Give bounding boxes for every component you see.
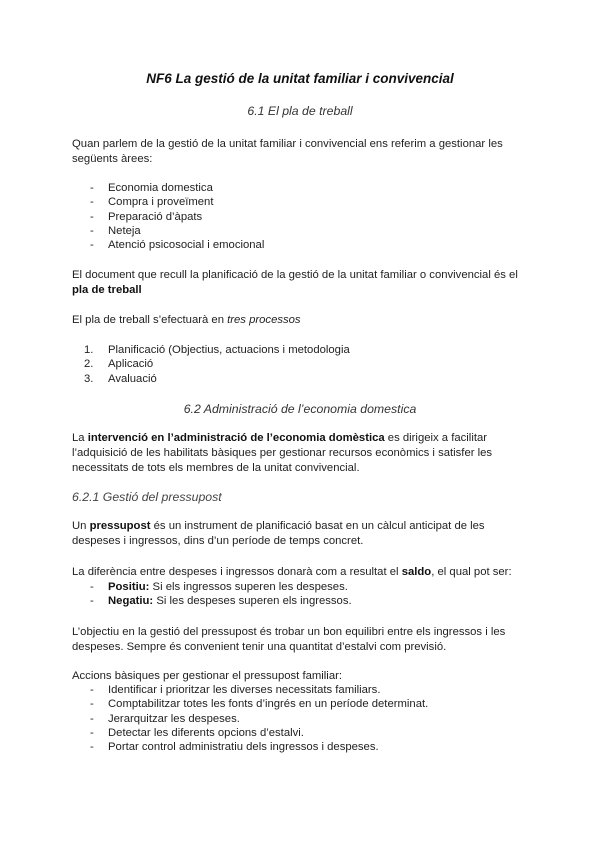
section-heading-6-1: 6.1 El pla de treball: [247, 104, 353, 118]
objectiu-paragraph: L’objectiu en la gestió del pressupost és trobar un bon equilibri entre els ingressos i les despeses. Sempre és convenient tenir una quantitat d’estalvi com previsió.: [72, 626, 506, 653]
intro-paragraph: Quan parlem de la gestió de la unitat familiar i convivencial ens referim a gestionar les següents àrees:: [72, 138, 503, 165]
bullet-dash: -: [90, 741, 94, 754]
bullet-dash: -: [90, 581, 94, 593]
pla-paragraph: El pla de treball s’efectuarà en tres processos: [72, 314, 301, 326]
bullet-dash: -: [90, 239, 94, 252]
list-item: - Atenció psicosocial i emocional: [90, 239, 265, 252]
list-item: - Negatiu: Si les despeses superen els ingressos.: [90, 595, 352, 608]
document-title: NF6 La gestió de la unitat familiar i convivencial: [146, 71, 454, 86]
bullet-dash: -: [90, 210, 94, 223]
list-number: 3.: [84, 372, 94, 385]
list-item: - Comptabilitzar totes les fonts d’ingrés en un període determinat.: [90, 698, 429, 711]
list-item: 2. Aplicació: [84, 358, 154, 371]
saldo-list: [72, 580, 352, 609]
processes-list: [72, 343, 350, 386]
list-item: - Portar control administratiu dels ingressos i despeses.: [90, 741, 379, 754]
list-item: - Jerarquitzar les despeses.: [90, 712, 240, 725]
accions-list: [72, 683, 428, 754]
section-heading-6-2-1: 6.2.1 Gestió del pressupost: [72, 490, 222, 504]
areas-list: [72, 181, 264, 252]
bullet-dash: -: [90, 698, 94, 711]
section-heading-6-2: 6.2 Administració de l’economia domestica: [183, 402, 417, 416]
bullet-dash: -: [90, 196, 94, 209]
bullet-dash: -: [90, 595, 94, 608]
bullet-dash: -: [90, 712, 94, 725]
list-item: - Detectar les diferents opcions d’estalvi.: [90, 726, 304, 739]
list-item: 1. Planificació (Objectius, actuacions i metodologia: [84, 344, 350, 356]
pressupost-paragraph: Un pressupost és un instrument de planificació basat en un càlcul anticipat de les despeses i ingressos, dins d’un període de temps concret.: [72, 520, 485, 547]
list-item: - Economia domestica: [90, 182, 213, 194]
list-number: 2.: [84, 358, 94, 371]
diferencia-paragraph: La diferència entre despeses i ingressos donarà com a resultat el saldo, el qual pot ser:: [72, 566, 512, 578]
list-item: - Preparació d’àpats: [90, 210, 203, 223]
document-paragraph: El document que recull la planificació de la gestió de la unitat familiar o convivencial és el pla de treball: [72, 269, 518, 296]
list-item: 3. Avaluació: [84, 372, 157, 385]
accions-paragraph: Accions bàsiques per gestionar el pressupost familiar:: [72, 670, 343, 682]
intervencio-paragraph: La intervenció en l’administració de l’economia domèstica es dirigeix a facilitar l’adquisició de les habilitats bàsiques per gestionar recursos econòmics i satisfer les necessitats de tots els membres de la unitat convivencial.: [72, 432, 493, 474]
list-item: - Compra i proveïment: [90, 196, 214, 209]
bullet-dash: -: [90, 726, 94, 739]
list-item: - Neteja: [90, 224, 141, 237]
list-number: 1.: [84, 344, 94, 356]
bullet-dash: -: [90, 224, 94, 237]
bullet-dash: -: [90, 684, 94, 696]
list-item: - Positiu: Si els ingressos superen les despeses.: [90, 581, 348, 593]
bullet-dash: -: [90, 182, 94, 194]
list-item: - Identificar i prioritzar les diverses necessitats familiars.: [90, 684, 381, 696]
